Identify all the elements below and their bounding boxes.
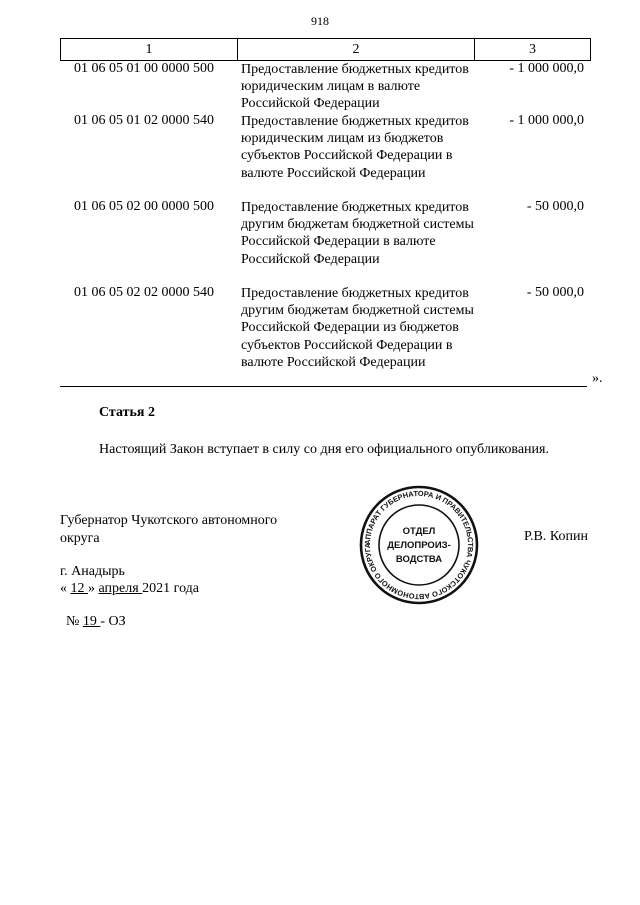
row-amount: - 50 000,0: [526, 199, 584, 214]
date-month: апреля: [98, 581, 143, 596]
closing-quote: ».: [592, 371, 603, 386]
table-bottom-rule: [60, 386, 587, 387]
page-number: 918: [311, 14, 329, 28]
article-text: Настоящий Закон вступает в силу со дня его официального опубликования.: [99, 442, 549, 457]
row-description: Предоставление бюджетных кредитов другим бюджетам бюджетной системы Российской Федерации в валюте Российской Федерации: [241, 200, 474, 267]
budget-code: 01 06 05 02 00 0000 500: [74, 199, 214, 214]
date-year: 2021 года: [142, 581, 199, 596]
signatory-name: Р.В. Копин: [524, 529, 588, 544]
table-header-col-1: 1: [145, 42, 153, 57]
stamp-line-2: ДЕЛОПРОИЗ-: [387, 540, 451, 551]
row-amount: - 50 000,0: [526, 285, 584, 300]
law-number: [66, 614, 126, 630]
row-amount: - 1 000 000,0: [509, 61, 584, 76]
number-prefix: №: [66, 614, 83, 629]
number-value: 19: [82, 614, 101, 629]
row-description: Предоставление бюджетных кредитов юридическим лицам в валюте Российской Федерации: [241, 62, 469, 112]
table-header: [60, 38, 591, 61]
table-header-col-3: 3: [529, 42, 536, 57]
date-open-quote: «: [60, 581, 71, 596]
date-day: 12: [70, 581, 88, 596]
budget-code: 01 06 05 01 02 0000 540: [74, 113, 214, 128]
article-title: Статья 2: [99, 405, 155, 420]
row-description: Предоставление бюджетных кредитов юридическим лицам из бюджетов субъектов Российской Федерации в валюте Российской Федерации: [241, 114, 469, 181]
budget-code: 01 06 05 02 02 0000 540: [74, 285, 214, 300]
place-of-signing: г. Анадырь: [60, 564, 125, 579]
official-stamp: [358, 484, 480, 606]
stamp-line-3: ВОДСТВА: [395, 554, 443, 565]
stamp-ring-text: АППАРАТ ГУБЕРНАТОРА И ПРАВИТЕЛЬСТВА ЧУКОТСКОГО АВТОНОМНОГО ОКРУГА: [362, 488, 476, 602]
budget-code: 01 06 05 01 00 0000 500: [74, 61, 214, 76]
row-amount: - 1 000 000,0: [509, 113, 584, 128]
row-description: Предоставление бюджетных кредитов другим бюджетам бюджетной системы Российской Федерации из бюджетов субъектов Российской Федерации в валюте Российской Федерации: [241, 286, 474, 370]
signatory-title: Губернатор Чукотского автономного округа: [60, 513, 278, 546]
table-header-col-2: 2: [352, 42, 360, 57]
signing-date: [60, 581, 199, 597]
stamp-line-1: ОТДЕЛ: [402, 526, 436, 537]
date-close-quote: »: [88, 581, 99, 596]
number-suffix: - ОЗ: [100, 614, 126, 629]
